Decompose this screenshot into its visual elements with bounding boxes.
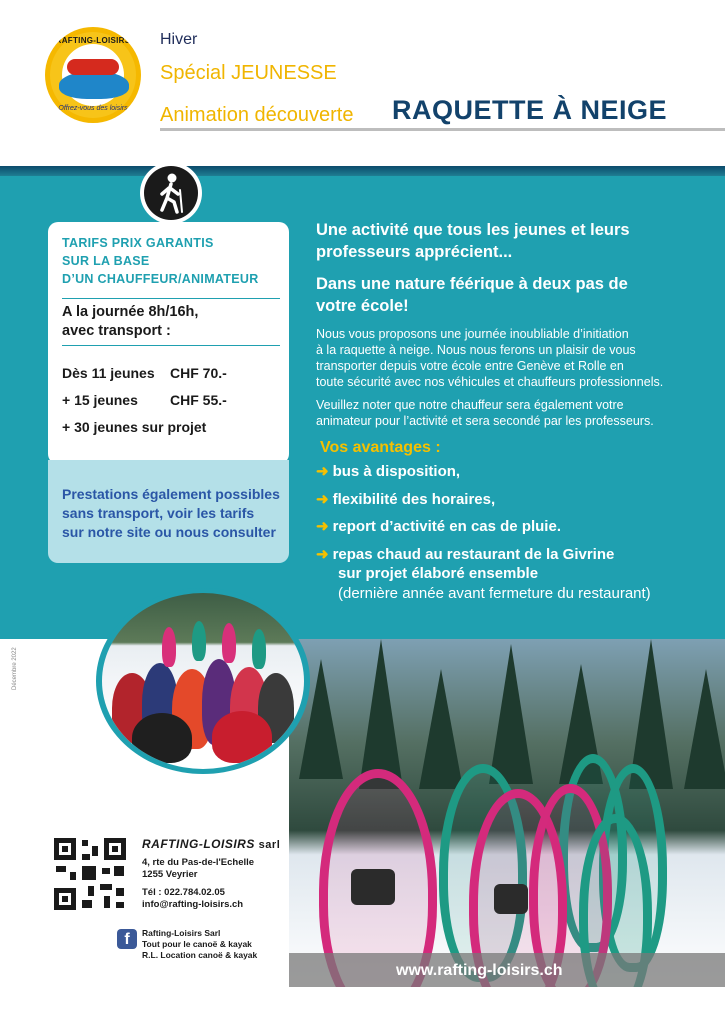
- avantage-item: [316, 490, 495, 508]
- avantage-text: bus à disposition,: [332, 463, 461, 480]
- special-title: Spécial JEUNESSE: [160, 62, 337, 84]
- main-title: RAQUETTE À NEIGE: [392, 95, 668, 125]
- raised-snowshoe: [222, 623, 236, 663]
- snowshoes-photo: [289, 639, 725, 987]
- tarif-row-price: CHF 70.-: [170, 365, 227, 381]
- avantage-item-line2: sur projet élaboré ensemble: [338, 565, 539, 582]
- logo-text-top: RAFTING-LOISIRS: [55, 36, 131, 45]
- facebook-icon[interactable]: f: [117, 929, 137, 949]
- binding: [351, 869, 395, 905]
- tarif-row-label: Dès 11 jeunes: [62, 365, 155, 381]
- hiker-badge-inner: [144, 166, 198, 220]
- kid: [132, 713, 192, 763]
- facebook-line2: Tout pour le canoë & kayak: [142, 939, 252, 949]
- intro-para2-line2: animateur pour l’activité et sera secondé par les professeurs.: [316, 414, 654, 428]
- raised-snowshoe: [252, 629, 266, 669]
- website-link[interactable]: www.rafting-loisirs.ch: [396, 962, 563, 979]
- qr-code[interactable]: [54, 838, 126, 910]
- kid: [212, 711, 272, 763]
- tree: [359, 639, 403, 789]
- journee-line2: avec transport :: [62, 323, 171, 339]
- raised-snowshoe: [192, 621, 206, 661]
- intro-para1-line4: toute sécurité avec nos véhicules et chauffeurs professionnels.: [316, 375, 664, 389]
- rafting-loisirs-logo: [45, 27, 141, 123]
- tarif-row-label: + 30 jeunes sur projet: [62, 419, 207, 435]
- raised-snowshoe: [162, 627, 176, 667]
- headline2-line1: Dans une nature féérique à deux pas de: [316, 275, 628, 293]
- facebook-line3: R.L. Location canoë & kayak: [142, 950, 258, 960]
- company-name-text: RAFTING-LOISIRS: [142, 837, 255, 851]
- season-label: Hiver: [160, 31, 198, 48]
- email-link[interactable]: info@rafting-loisirs.ch: [142, 899, 244, 910]
- address-line2: 1255 Veyrier: [142, 869, 198, 880]
- avantage-item: [316, 517, 561, 535]
- avantage-item-line3: (dernière année avant fermeture du restaurant): [338, 585, 651, 602]
- avantage-item: [316, 545, 614, 563]
- tarif-row-price: CHF 55.-: [170, 392, 227, 408]
- card-divider: [62, 298, 280, 299]
- intro-para2-line1: Veuillez noter que notre chauffeur sera également votre: [316, 398, 624, 412]
- tarifs-heading-line3: D’UN CHAUFFEUR/ANIMATEUR: [62, 272, 259, 286]
- facebook-line1: Rafting-Loisirs Sarl: [142, 928, 221, 938]
- tree: [684, 669, 725, 789]
- avantage-text: flexibilité des horaires,: [332, 491, 496, 508]
- group-photo-frame: [96, 588, 310, 774]
- tarifs-heading-line1: TARIFS PRIX GARANTIS: [62, 236, 214, 250]
- tarifs-heading-line2: SUR LA BASE: [62, 254, 150, 268]
- arrow-icon: ➜: [316, 546, 329, 563]
- print-date: Décembre 2022: [12, 647, 18, 690]
- avantage-item: [316, 462, 460, 480]
- logo-wave-icon: [59, 71, 129, 99]
- animation-title: Animation découverte: [160, 104, 354, 126]
- journee-line1: A la journée 8h/16h,: [62, 304, 199, 320]
- hiker-badge: [140, 162, 202, 224]
- intro-para1-line2: à la raquette à neige. Nous nous ferons un plaisir de vous: [316, 343, 636, 357]
- avantages-title: Vos avantages :: [320, 439, 441, 456]
- company-name: [142, 837, 280, 851]
- tree: [489, 644, 533, 784]
- binding: [494, 884, 528, 914]
- header-rule: [160, 128, 725, 131]
- tree: [419, 669, 463, 789]
- arrow-icon: ➜: [316, 518, 329, 535]
- prestations-line2: sans transport, voir les tarifs: [62, 505, 255, 521]
- headline1-line2: professeurs apprécient...: [316, 243, 513, 261]
- headline1-line1: Une activité que tous les jeunes et leurs: [316, 221, 630, 239]
- tarif-row-label: + 15 jeunes: [62, 392, 138, 408]
- card-divider: [62, 345, 280, 346]
- group-photo: [102, 593, 304, 769]
- logo-raft-icon: [67, 59, 119, 75]
- headline2-line2: votre école!: [316, 297, 409, 315]
- intro-para1-line1: Nous vous proposons une journée inoubliable d’initiation: [316, 327, 629, 341]
- prestations-line1: Prestations également possibles: [62, 486, 280, 502]
- intro-para1-line3: transporter depuis votre école entre Genève et Rolle en: [316, 359, 624, 373]
- prestations-line3: sur notre site ou nous consulter: [62, 524, 276, 540]
- address-line1: 4, rte du Pas-de-l'Echelle: [142, 857, 255, 868]
- band-top-stripe: [0, 166, 725, 176]
- logo-text-bottom: Offrez-vous des loisirs: [58, 105, 128, 112]
- avantage-text: report d’activité en cas de pluie.: [332, 518, 561, 535]
- phone[interactable]: Tél : 022.784.02.05: [142, 887, 225, 898]
- avantage-text: repas chaud au restaurant de la Givrine: [332, 546, 615, 563]
- arrow-icon: ➜: [316, 491, 329, 508]
- company-suffix: sarl: [258, 839, 281, 851]
- arrow-icon: ➜: [316, 463, 329, 480]
- hiker-icon: [144, 166, 198, 220]
